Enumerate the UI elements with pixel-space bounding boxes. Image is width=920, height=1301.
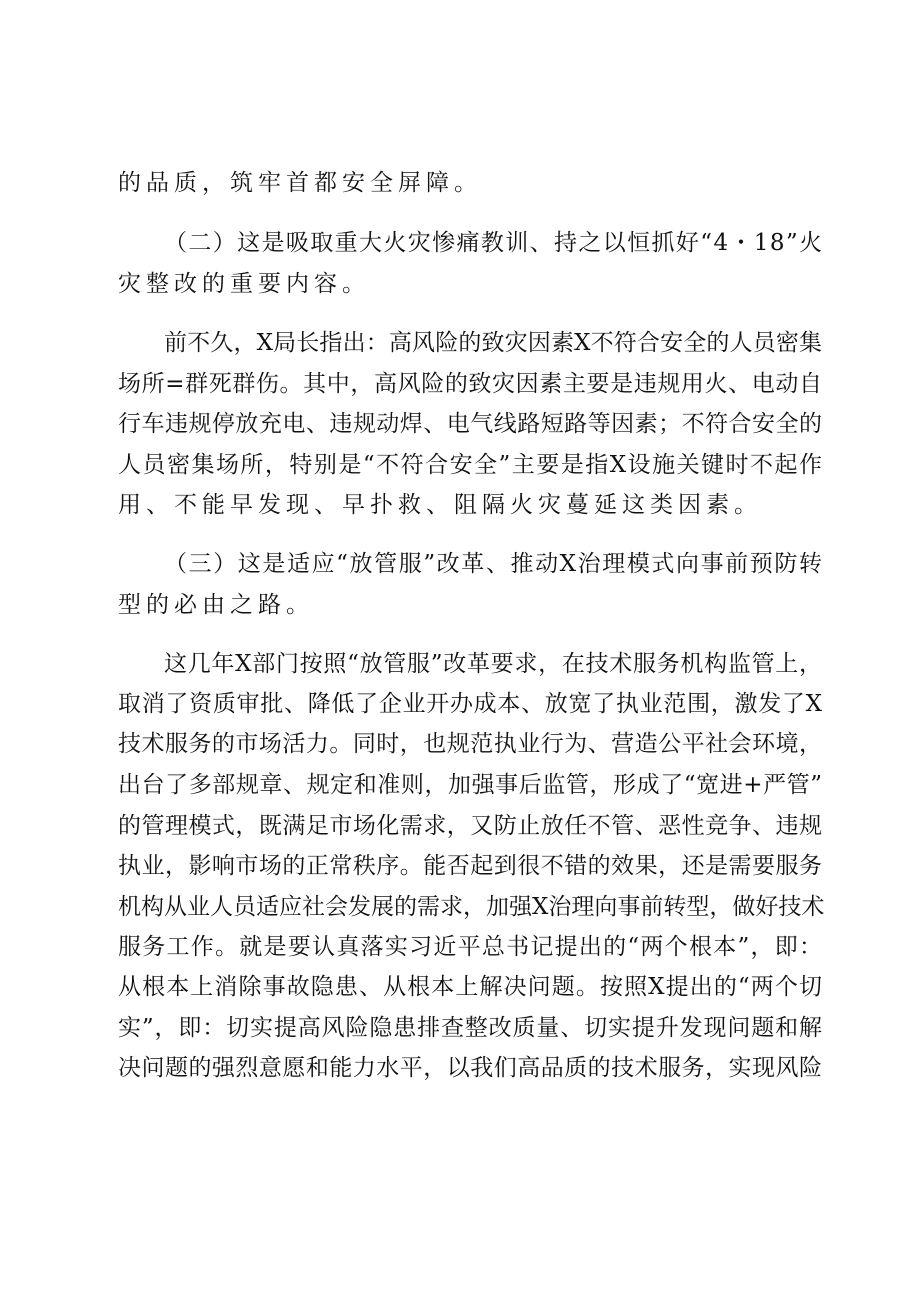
text-line bbox=[0, 163, 920, 203]
line-text: 场所=群死群伤。其中，高风险的致灾因素主要是违规用火、电动自 bbox=[118, 371, 823, 397]
section-heading-line bbox=[0, 223, 920, 263]
line-text: 的管理模式，既满足市场化需求，又防止放任不管、恶性竞争、违规 bbox=[118, 813, 823, 839]
text-line bbox=[0, 765, 920, 805]
line-text: 取消了资质审批、降低了企业开办成本、放宽了执业范围，激发了X bbox=[118, 691, 823, 717]
line-text: 的品质，筑牢首都安全屏障。 bbox=[118, 170, 482, 196]
text-line bbox=[0, 364, 920, 404]
section-heading-line bbox=[0, 585, 920, 625]
section-heading-line bbox=[0, 544, 920, 584]
text-line bbox=[0, 1008, 920, 1048]
line-text: 型的必由之路。 bbox=[118, 592, 314, 618]
line-text: 出台了多部规章、规定和准则，加强事后监管，形成了“宽进+严管” bbox=[118, 772, 823, 798]
line-text: 这几年X部门按照“放管服”改革要求，在技术服务机构监管上， bbox=[164, 651, 823, 677]
line-text: 机构从业人员适应社会发展的需求，加强X治理向事前转型，做好技术 bbox=[118, 894, 825, 920]
text-line bbox=[0, 404, 920, 444]
line-text: 前不久，X局长指出：高风险的致灾因素X不符合安全的人员密集 bbox=[164, 330, 823, 356]
text-line bbox=[0, 485, 920, 525]
text-line bbox=[0, 927, 920, 967]
line-text: 技术服务的市场活力。同时，也规范执业行为、营造公平社会环境， bbox=[118, 731, 823, 757]
line-text: 用、不能早发现、早扑救、阻隔火灾蔓延这类因素。 bbox=[118, 492, 762, 518]
section-heading-line bbox=[0, 264, 920, 304]
text-line bbox=[0, 967, 920, 1007]
text-line bbox=[0, 724, 920, 764]
line-text: 行车违规停放充电、违规动焊、电气线路短路等因素；不符合安全的 bbox=[118, 411, 823, 437]
line-text: （三）这是适应“放管服”改革、推动X治理模式向事前预防转 bbox=[164, 551, 824, 577]
line-text: 服务工作。就是要认真落实习近平总书记提出的“两个根本”，即： bbox=[118, 934, 824, 960]
text-line bbox=[0, 806, 920, 846]
text-line bbox=[0, 644, 920, 684]
line-text: 人员密集场所，特别是“不符合安全”主要是指X设施关键时不起作 bbox=[118, 452, 824, 478]
line-text: （二）这是吸取重大火灾惨痛教训、持之以恒抓好“4・18”火 bbox=[164, 230, 824, 256]
text-line bbox=[0, 445, 920, 485]
text-line bbox=[0, 323, 920, 363]
text-line bbox=[0, 846, 920, 886]
text-line bbox=[0, 1048, 920, 1088]
line-text: 灾整改的重要内容。 bbox=[118, 271, 370, 297]
line-text: 实”，即：切实提高风险隐患排查整改质量、切实提升发现问题和解 bbox=[118, 1015, 823, 1041]
line-text: 执业，影响市场的正常秩序。能否起到很不错的效果，还是需要服务 bbox=[118, 853, 823, 879]
line-text: 从根本上消除事故隐患、从根本上解决问题。按照X提出的“两个切 bbox=[118, 974, 824, 1000]
text-line bbox=[0, 887, 920, 927]
text-line bbox=[0, 684, 920, 724]
line-text: 决问题的强烈意愿和能力水平，以我们高品质的技术服务，实现风险 bbox=[118, 1055, 823, 1081]
